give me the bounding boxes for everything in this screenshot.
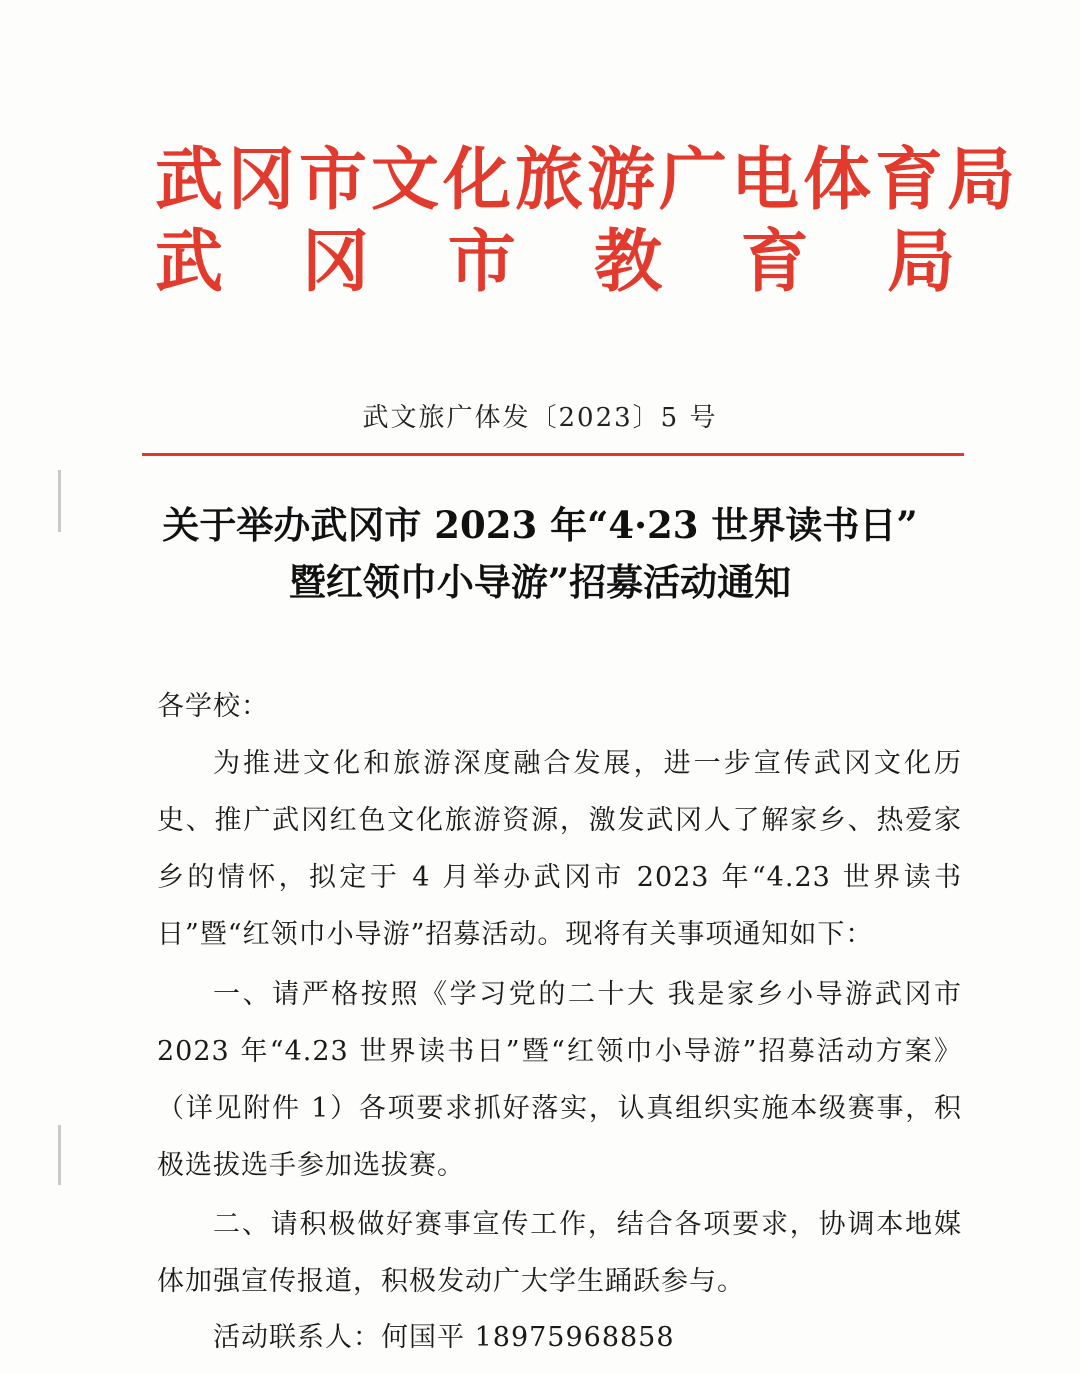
issuer-name-culture-bureau: 武冈市文化旅游广电体育局 — [155, 140, 1020, 220]
notice-title-line-1: 关于举办武冈市 2023 年“4·23 世界读书日” — [162, 503, 918, 547]
salutation: 各学校： — [157, 691, 269, 722]
issuer-char: 局 — [886, 222, 955, 302]
notice-title-line-2: 暨红领巾小导游”招募活动通知 — [288, 560, 792, 604]
issuer-char: 市 — [447, 222, 516, 302]
scan-edge-mark — [58, 470, 61, 532]
issuer-char: 武 — [155, 222, 224, 302]
body-paragraph-item-1: 一、请严格按照《学习党的二十大 我是家乡小导游武冈市 2023 年“4.23 世界读书日”暨“红领巾小导游”招募活动方案》（详见附件 1）各项要求抓好落实，认真组织实施本级赛事，积极选拔选手参加选拔赛。 — [157, 979, 962, 1181]
body-paragraph-item-2: 二、请积极做好赛事宣传工作，结合各项要求，协调本地媒体加强宣传报道，积极发动广大学生踊跃参与。 — [157, 1209, 962, 1297]
issuer-char: 教 — [594, 222, 663, 302]
scan-edge-mark — [58, 1125, 61, 1185]
red-divider-line — [142, 453, 964, 456]
issuer-name-education-bureau — [155, 222, 955, 302]
issuer-char: 冈 — [301, 222, 370, 302]
issuer-char: 育 — [740, 222, 809, 302]
body-paragraph-intro: 为推进文化和旅游深度融合发展，进一步宣传武冈文化历史、推广武冈红色文化旅游资源，激发武冈人了解家乡、热爱家乡的情怀，拟定于 4 月举办武冈市 2023 年“4.23 世界读书日”暨“红领巾小导游”招募活动。现将有关事项通知如下： — [157, 748, 962, 950]
contact-person: 活动联系人：何国平 18975968858 — [213, 1322, 675, 1353]
document-number: 武文旅广体发〔2023〕5 号 — [362, 403, 718, 433]
